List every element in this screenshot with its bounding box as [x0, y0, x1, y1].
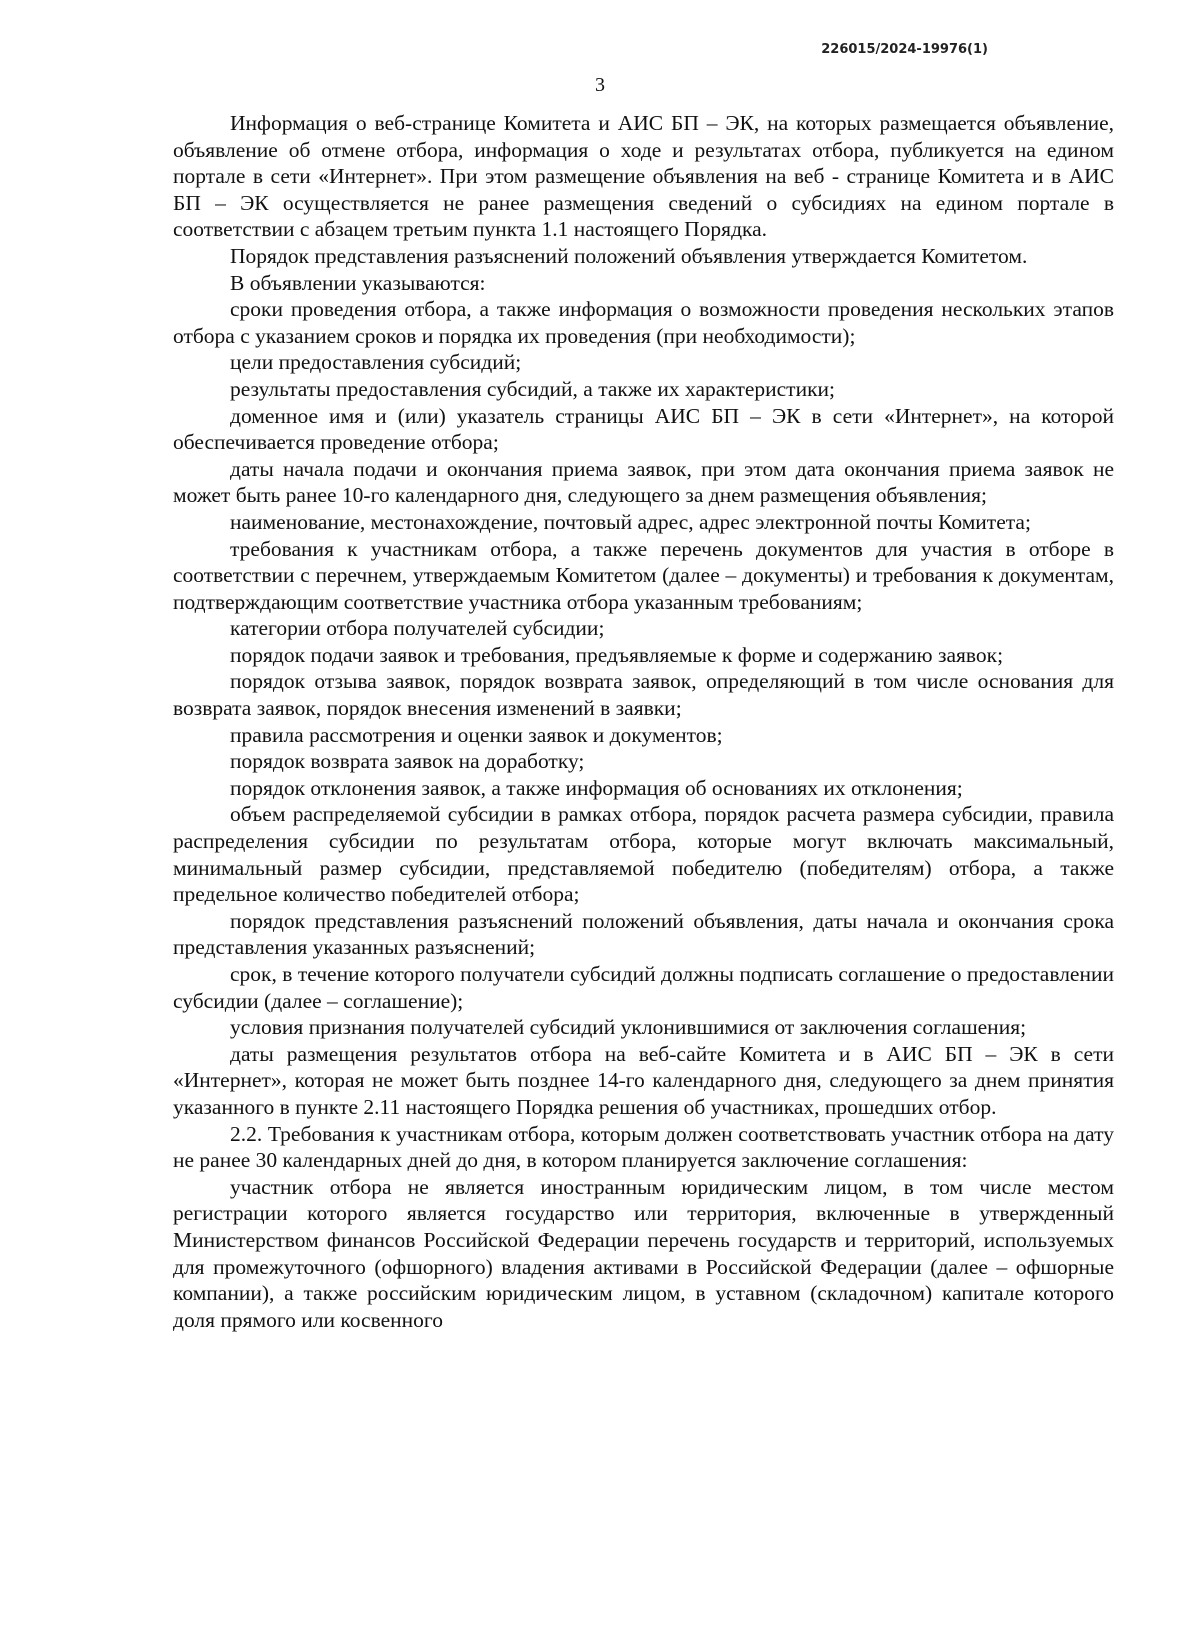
paragraph: доменное имя и (или) указатель страницы АИС БП – ЭК в сети «Интернет», на которой обеспечивается проведение отбора; — [173, 403, 1114, 455]
paragraph: наименование, местонахождение, почтовый адрес, адрес электронной почты Комитета; — [230, 509, 1031, 534]
paragraph: категории отбора получателей субсидии; — [230, 616, 605, 641]
paragraph: порядок отклонения заявок, а также информация об основаниях их отклонения; — [230, 775, 963, 800]
paragraph: Порядок представления разъяснений положений объявления утверждается Комитетом. — [230, 243, 1028, 268]
paragraph: порядок представления разъяснений положений объявления, даты начала и окончания срока представления указанных разъяснений; — [173, 908, 1114, 960]
paragraph: порядок отзыва заявок, порядок возврата заявок, определяющий в том числе основания для возврата заявок, порядок внесения изменений в заявки; — [173, 669, 1114, 721]
paragraph: цели предоставления субсидий; — [230, 350, 522, 375]
paragraph: объем распределяемой субсидии в рамках отбора, порядок расчета размера субсидии, правила распределения субсидии по результатам отбора, которые могут включать максимальный, минимальный размер субсидии, представляемой победителю (победителям) отбора, а также предельное количество победителей отбора; — [173, 802, 1114, 907]
paragraph: правила рассмотрения и оценки заявок и документов; — [230, 722, 723, 747]
paragraph: требования к участникам отбора, а также перечень документов для участия в отборе в соответствии с перечнем, утверждаемым Комитетом (далее – документы) и требования к документам, подтверждающим соответствие участника отбора указанным требованиям; — [173, 536, 1114, 614]
page-number: 3 — [595, 74, 605, 96]
paragraph: срок, в течение которого получатели субсидий должны подписать соглашение о предоставлении субсидии (далее – соглашение); — [173, 962, 1114, 1013]
paragraph: порядок подачи заявок и требования, предъявляемые к форме и содержанию заявок; — [230, 642, 1004, 667]
paragraph: условия признания получателей субсидий уклонившимися от заключения соглашения; — [230, 1015, 1027, 1040]
paragraph: участник отбора не является иностранным юридическим лицом, в том числе местом регистрации которого является государство или территория, включенные в утвержденный Министерством финансов Российской Федерации перечень государств и территорий, используемых для промежуточного (офшорного) владения активами в Российской Федерации (далее – офшорные компании), а также российским юридическим лицом, в уставном (складочном) капитале которого доля прямого или косвенного — [173, 1174, 1114, 1332]
paragraph: даты начала подачи и окончания приема заявок, при этом дата окончания приема заявок не может быть ранее 10-го календарного дня, следующего за днем размещения объявления; — [173, 456, 1114, 508]
paragraph: 2.2. Требования к участникам отбора, которым должен соответствовать участник отбора на дату не ранее 30 календарных дней до дня, в котором планируется заключение соглашения: — [173, 1121, 1114, 1173]
paragraph: порядок возврата заявок на доработку; — [230, 749, 585, 774]
paragraph: сроки проведения отбора, а также информация о возможности проведения нескольких этапов отбора с указанием сроков и порядка их проведения (при необходимости); — [173, 297, 1114, 348]
document-body — [173, 110, 1114, 1333]
paragraph: В объявлении указываются: — [230, 270, 486, 295]
paragraph: Информация о веб-странице Комитета и АИС БП – ЭК, на которых размещается объявление, объявление об отмене отбора, информация о ходе и результатах отбора, публикуется на едином портале в сети «Интернет». При этом размещение объявления на веб - странице Комитета и в АИС БП – ЭК осуществляется не ранее размещения сведений о субсидиях на едином портале в соответствии с абзацем третьим пункта 1.1 настоящего Порядка. — [173, 111, 1114, 242]
registration-number: 226015/2024-19976(1) — [821, 42, 988, 57]
paragraph: даты размещения результатов отбора на веб-сайте Комитета и в АИС БП – ЭК в сети «Интернет», которая не может быть позднее 14-го календарного дня, следующего за днем принятия указанного в пункте 2.11 настоящего Порядка решения об участниках, прошедших отбор. — [173, 1041, 1114, 1119]
paragraph: результаты предоставления субсидий, а также их характеристики; — [230, 376, 836, 401]
